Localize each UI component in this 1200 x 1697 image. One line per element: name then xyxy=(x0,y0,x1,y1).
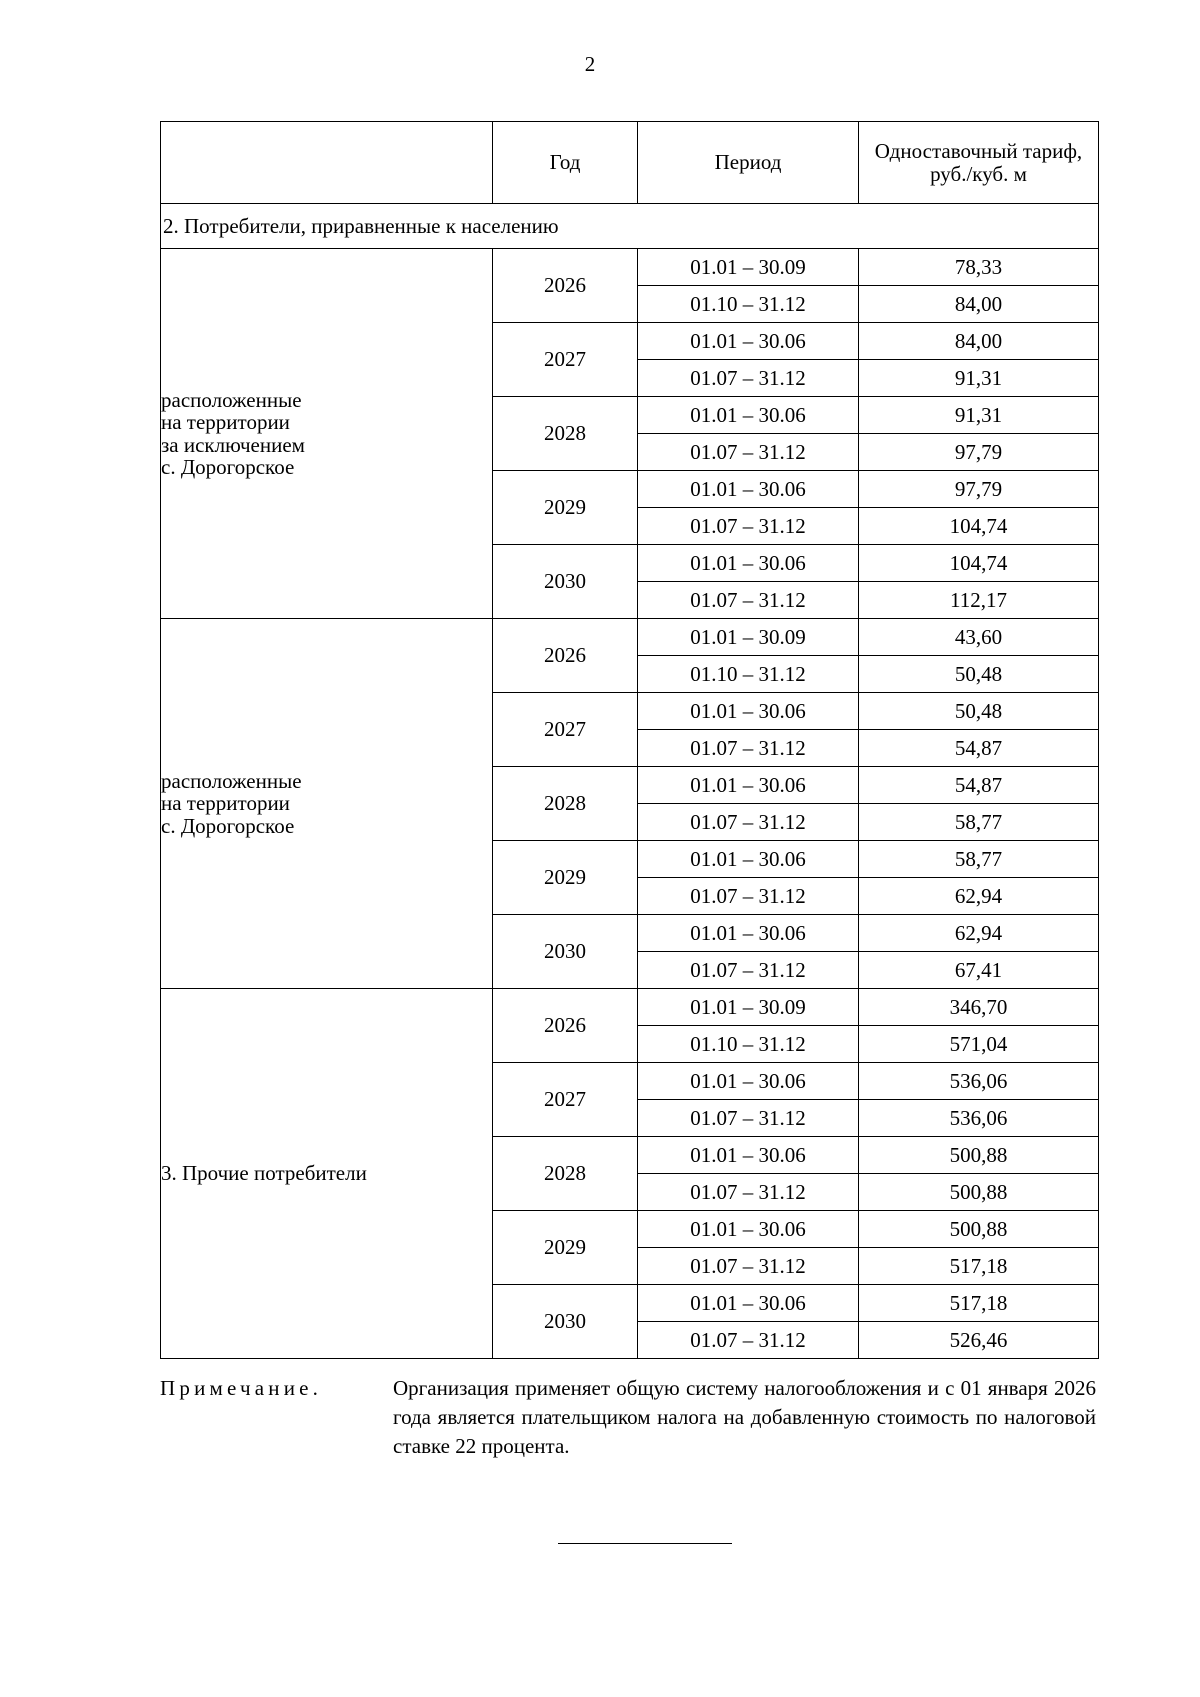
period-cell: 01.07 – 31.12 xyxy=(638,434,859,471)
period-cell: 01.01 – 30.06 xyxy=(638,323,859,360)
year-cell: 2030 xyxy=(493,915,638,989)
period-cell: 01.10 – 31.12 xyxy=(638,1026,859,1063)
section-row xyxy=(161,204,1099,249)
note-label: Примечание. xyxy=(160,1376,323,1400)
year-cell: 2028 xyxy=(493,767,638,841)
period-cell: 01.01 – 30.09 xyxy=(638,619,859,656)
tariff-value-cell: 62,94 xyxy=(859,915,1099,952)
period-cell: 01.07 – 31.12 xyxy=(638,1322,859,1359)
year-cell: 2029 xyxy=(493,841,638,915)
period-cell: 01.01 – 30.06 xyxy=(638,1063,859,1100)
period-cell: 01.01 – 30.06 xyxy=(638,693,859,730)
period-cell: 01.10 – 31.12 xyxy=(638,656,859,693)
tariff-value-cell: 84,00 xyxy=(859,323,1099,360)
period-cell: 01.10 – 31.12 xyxy=(638,286,859,323)
period-cell: 01.01 – 30.09 xyxy=(638,989,859,1026)
tariff-value-cell: 54,87 xyxy=(859,767,1099,804)
table-row xyxy=(161,619,1099,656)
period-cell: 01.01 – 30.06 xyxy=(638,1137,859,1174)
table-row xyxy=(161,989,1099,1026)
tariff-value-cell: 91,31 xyxy=(859,397,1099,434)
tariff-value-cell: 517,18 xyxy=(859,1248,1099,1285)
header-year: Год xyxy=(493,122,638,204)
table-row xyxy=(161,249,1099,286)
year-cell: 2026 xyxy=(493,619,638,693)
tariff-value-cell: 54,87 xyxy=(859,730,1099,767)
period-cell: 01.01 – 30.06 xyxy=(638,1285,859,1322)
tariff-value-cell: 84,00 xyxy=(859,286,1099,323)
period-cell: 01.01 – 30.09 xyxy=(638,249,859,286)
tariff-value-cell: 571,04 xyxy=(859,1026,1099,1063)
tariff-value-cell: 91,31 xyxy=(859,360,1099,397)
period-cell: 01.07 – 31.12 xyxy=(638,952,859,989)
header-tariff: Одноставочный тариф, руб./куб. м xyxy=(859,122,1099,204)
period-cell: 01.07 – 31.12 xyxy=(638,878,859,915)
year-cell: 2026 xyxy=(493,989,638,1063)
period-cell: 01.07 – 31.12 xyxy=(638,730,859,767)
period-cell: 01.07 – 31.12 xyxy=(638,582,859,619)
period-cell: 01.01 – 30.06 xyxy=(638,545,859,582)
tariff-value-cell: 112,17 xyxy=(859,582,1099,619)
tariff-value-cell: 536,06 xyxy=(859,1063,1099,1100)
section-title: 2. Потребители, приравненные к населению xyxy=(161,204,1099,249)
year-cell: 2026 xyxy=(493,249,638,323)
period-cell: 01.07 – 31.12 xyxy=(638,508,859,545)
tariff-value-cell: 43,60 xyxy=(859,619,1099,656)
tariff-value-cell: 500,88 xyxy=(859,1137,1099,1174)
period-cell: 01.01 – 30.06 xyxy=(638,397,859,434)
year-cell: 2029 xyxy=(493,1211,638,1285)
tariff-value-cell: 500,88 xyxy=(859,1174,1099,1211)
tariff-value-cell: 67,41 xyxy=(859,952,1099,989)
tariff-value-cell: 58,77 xyxy=(859,804,1099,841)
category-label: 3. Прочие потребители xyxy=(161,989,493,1359)
tariff-table-body xyxy=(161,122,1099,1359)
category-label: расположенные на территории с. Дорогорское xyxy=(161,619,493,989)
period-cell: 01.07 – 31.12 xyxy=(638,360,859,397)
header-period: Период xyxy=(638,122,859,204)
period-cell: 01.01 – 30.06 xyxy=(638,471,859,508)
tariff-value-cell: 104,74 xyxy=(859,545,1099,582)
year-cell: 2028 xyxy=(493,1137,638,1211)
year-cell: 2030 xyxy=(493,545,638,619)
tariff-value-cell: 58,77 xyxy=(859,841,1099,878)
tariff-value-cell: 97,79 xyxy=(859,471,1099,508)
period-cell: 01.07 – 31.12 xyxy=(638,1100,859,1137)
period-cell: 01.01 – 30.06 xyxy=(638,767,859,804)
year-cell: 2029 xyxy=(493,471,638,545)
tariff-value-cell: 97,79 xyxy=(859,434,1099,471)
tariff-table xyxy=(160,121,1099,1359)
period-cell: 01.07 – 31.12 xyxy=(638,1174,859,1211)
year-cell: 2027 xyxy=(493,1063,638,1137)
header-category xyxy=(161,122,493,204)
tariff-value-cell: 346,70 xyxy=(859,989,1099,1026)
year-cell: 2028 xyxy=(493,397,638,471)
category-label: расположенные на территории за исключением с. Дорогорское xyxy=(161,249,493,619)
page-number: 2 xyxy=(584,52,596,76)
year-cell: 2027 xyxy=(493,693,638,767)
tariff-value-cell: 50,48 xyxy=(859,656,1099,693)
tariff-value-cell: 78,33 xyxy=(859,249,1099,286)
tariff-value-cell: 500,88 xyxy=(859,1211,1099,1248)
tariff-value-cell: 50,48 xyxy=(859,693,1099,730)
period-cell: 01.07 – 31.12 xyxy=(638,804,859,841)
year-cell: 2030 xyxy=(493,1285,638,1359)
tariff-value-cell: 536,06 xyxy=(859,1100,1099,1137)
note-text: Организация применяет общую систему налогообложения и с 01 января 2026 года является плательщиком налога на добавленную стоимость по налоговой ставке 22 процента. xyxy=(393,1376,1096,1458)
tariff-value-cell: 62,94 xyxy=(859,878,1099,915)
tariff-value-cell: 104,74 xyxy=(859,508,1099,545)
tariff-value-cell: 517,18 xyxy=(859,1285,1099,1322)
period-cell: 01.01 – 30.06 xyxy=(638,841,859,878)
tariff-value-cell: 526,46 xyxy=(859,1322,1099,1359)
period-cell: 01.01 – 30.06 xyxy=(638,915,859,952)
period-cell: 01.07 – 31.12 xyxy=(638,1248,859,1285)
year-cell: 2027 xyxy=(493,323,638,397)
table-header-row xyxy=(161,122,1099,204)
end-rule xyxy=(558,1543,732,1544)
period-cell: 01.01 – 30.06 xyxy=(638,1211,859,1248)
